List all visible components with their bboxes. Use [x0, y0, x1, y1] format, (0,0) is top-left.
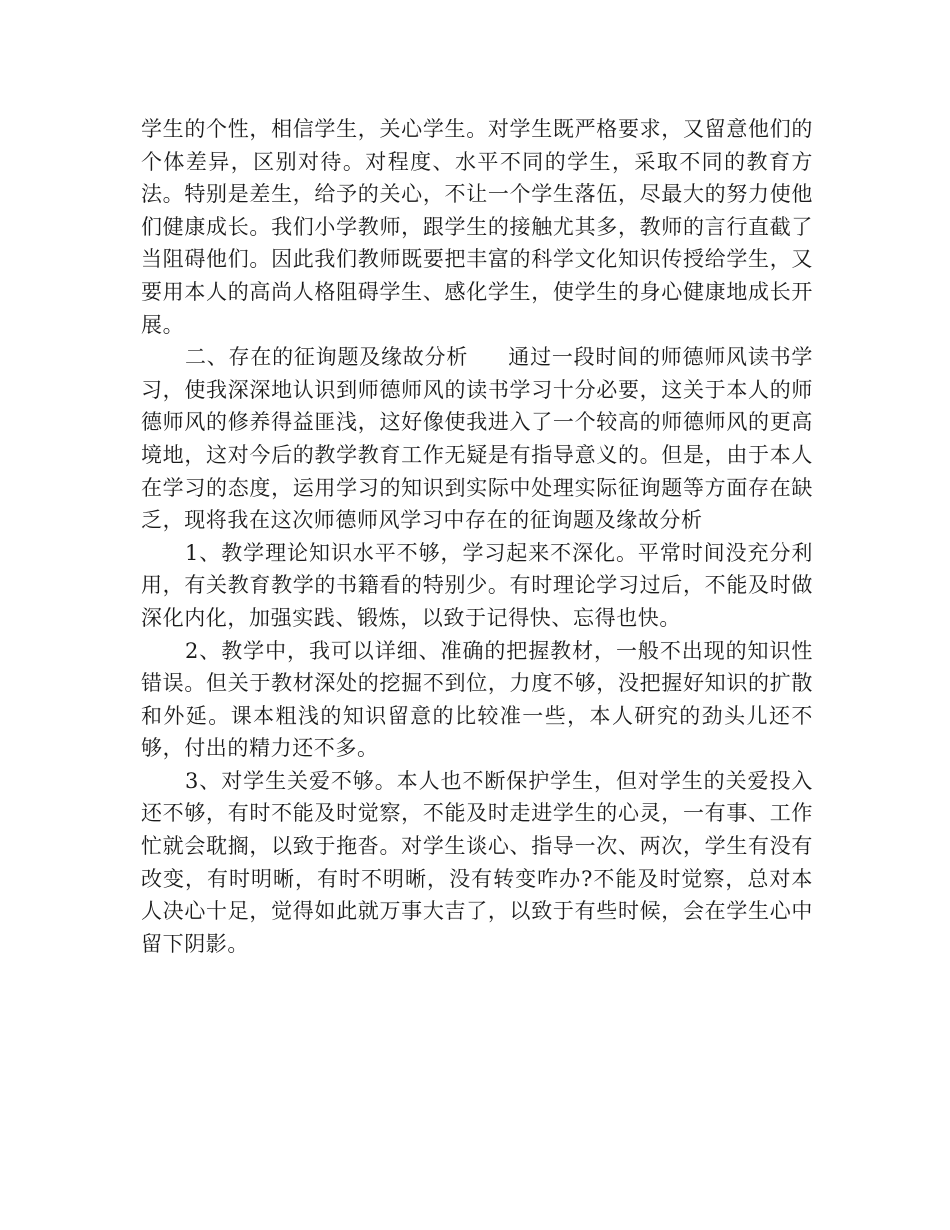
paragraph-section-two	[141, 341, 813, 537]
document-page	[141, 113, 813, 960]
section-heading: 二、存在的征询题及缘故分析	[185, 345, 469, 370]
paragraph-item-1: 1、教学理论知识水平不够，学习起来不深化。平常时间没充分利用，有关教育教学的书籍看的特别少。有时理论学习过后，不能及时做深化内化，加强实践、锻炼，以致于记得快、忘得也快。	[141, 540, 813, 630]
paragraph-item-3: 3、对学生关爱不够。本人也不断保护学生，但对学生的关爱投入还不够，有时不能及时觉察，不能及时走进学生的心灵，一有事、工作忙就会耽搁，以致于拖沓。对学生谈心、指导一次、两次，学生有没有改变，有时明晰，有时不明晰，没有转变咋办?不能及时觉察，总对本人决心十足，觉得如此就万事大吉了，以致于有些时候，会在学生心中留下阴影。	[141, 768, 813, 956]
paragraph-continuation: 学生的个性，相信学生，关心学生。对学生既严格要求，又留意他们的个体差异，区别对待。对程度、水平不同的学生，采取不同的教育方法。特别是差生，给予的关心，不让一个学生落伍，尽最大的努力使他们健康成长。我们小学教师，跟学生的接触尤其多，教师的言行直截了当阻碍他们。因此我们教师既要把丰富的科学文化知识传授给学生，又要用本人的高尚人格阻碍学生、感化学生，使学生的身心健康地成长开展。	[141, 117, 813, 337]
section-body: 通过一段时间的师德师风读书学习，使我深深地认识到师德师风的读书学习十分必要，这关于本人的师德师风的修养得益匪浅，这好像使我进入了一个较高的师德师风的更高境地，这对今后的教学教育工作无疑是有指导意义的。但是，由于本人在学习的态度，运用学习的知识到实际中处理实际征询题等方面存在缺乏，现将我在这次师德师风学习中存在的征询题及缘故分析	[141, 345, 813, 533]
paragraph-item-2: 2、教学中，我可以详细、准确的把握教材，一般不出现的知识性错误。但关于教材深处的挖掘不到位，力度不够，没把握好知识的扩散和外延。课本粗浅的知识留意的比较准一些，本人研究的劲头儿还不够，付出的精力还不多。	[141, 638, 813, 761]
